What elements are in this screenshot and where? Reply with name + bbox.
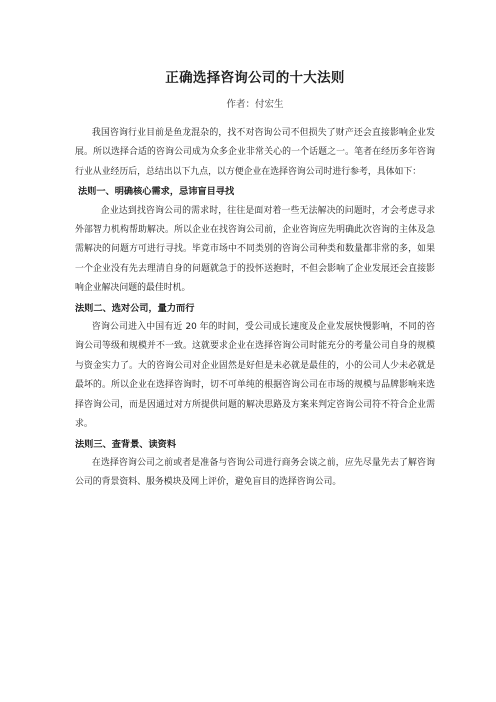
document-author: 作者：付宏生 — [226, 99, 284, 110]
document-body — [75, 124, 435, 493]
intro-paragraph: 我国咨询行业目前是鱼龙混杂的，找不对咨询公司不但损失了财产还会直接影响企业发展。所以选择合适的咨询公司成为众多企业非常关心的一个话题之一。笔者在经历多年咨询行业从业经历后，总结出以下九点，以方便企业在选择咨询公司时进行参考，具体如下： — [75, 128, 435, 177]
section-heading-1: 法则一、明确核心需求，忌讳盲目寻找 — [78, 186, 235, 198]
section-body-3: 在选择咨询公司之前或者是准备与咨询公司进行商务会谈之前，应先尽量先去了解咨询公司的背景资料、服务模块及网上评价，避免盲目的选择咨询公司。 — [75, 457, 435, 488]
document-title: 正确选择咨询公司的十大法则 — [165, 70, 345, 86]
section-heading-2: 法则二、选对公司，量力而行 — [75, 302, 195, 314]
section-body-2: 咨询公司进入中国有近 20 年的时间，受公司成长速度及企业发展快慢影响，不同的咨询公司等级和规模并不一致。这就要求企业在选择咨询公司时能充分的考量公司自身的规模与资金实力了。大的咨询公司对企业固然是好但是未必就是最佳的，小的公司人少未必就是最坏的。所以企业在选择咨询时，切不可单纯的根据咨询公司在市场的规模与品牌影响来选择咨询公司，而是因通过对方所提供问题的解决思路及方案来判定咨询公司符不符合企业需求。 — [75, 322, 435, 430]
section-body-1: 企业达到找咨询公司的需求时，往往是面对着一些无法解决的问题时，才会考虑寻求外部智力机构帮助解决。所以企业在找咨询公司前，企业咨询应先明确此次咨询的主体及急需解决的问题方可进行寻找。毕竟市场中不同类别的咨询公司种类和数量都非常的多，如果一个企业没有先去理清自身的问题就急于的投怀送抱时，不但会影响了企业发展还会直接影响企业解决问题的最佳时机。 — [75, 205, 435, 294]
section-heading-3: 法则三、查背景、读资料 — [75, 438, 177, 450]
